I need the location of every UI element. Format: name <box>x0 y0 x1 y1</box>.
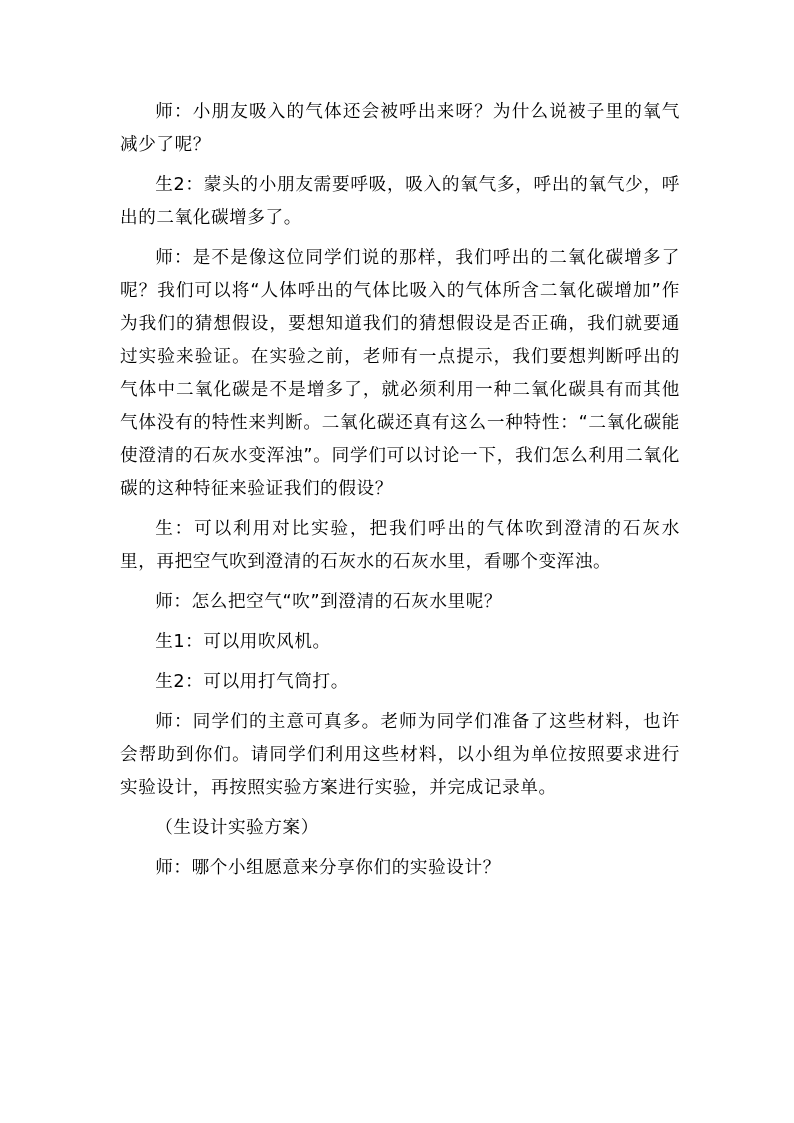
paragraph-student1-hairdryer: 生1：可以用吹风机。 <box>155 632 331 652</box>
paragraph-students-design: （生设计实验方案） <box>155 818 319 838</box>
paragraph-teacher-hypothesis: 师：是不是像这位同学们说的那样，我们呼出的二氧化碳增多了呢？我们可以将“人体呼出的气体比吸入的气体所含二氧化碳增加”作为我们的猜想假设，要想知道我们的猜想假设是否正确，我们就要通过实验来验证。在实验之前，老师有一点提示，我们要想判断呼出的气体中二氧化碳是不是增多了，就必须利用一种二氧化碳具有而其他气体没有的特性来判断。二氧化碳还真有这么一种特性：“二氧化碳能使澄清的石灰水变浑浊”。同学们可以讨论一下，我们怎么利用二氧化碳的这种特征来验证我们的假设？ <box>120 248 680 499</box>
paragraph-student-experiment: 生：可以利用对比实验，把我们呼出的气体吹到澄清的石灰水里，再把空气吹到澄清的石灰水的石灰水里，看哪个变浑浊。 <box>120 519 680 572</box>
paragraph-student2-pump: 生2：可以用打气筒打。 <box>155 672 349 692</box>
paragraph-teacher-share: 师：哪个小组愿意来分享你们的实验设计？ <box>155 858 501 878</box>
document-page <box>120 96 680 892</box>
paragraph-teacher-materials: 师：同学们的主意可真多。老师为同学们准备了这些材料，也许会帮助到你们。请同学们利用这些材料，以小组为单位按照要求进行实验设计，再按照实验方案进行实验，并完成记录单。 <box>120 712 680 798</box>
paragraph-teacher-question: 师：小朋友吸入的气体还会被呼出来呀？为什么说被子里的氧气减少了呢？ <box>120 102 680 155</box>
paragraph-teacher-blow-question: 师：怎么把空气“吹”到澄清的石灰水里呢？ <box>155 592 503 612</box>
paragraph-student2-answer: 生2：蒙头的小朋友需要呼吸，吸入的氧气多，呼出的氧气少，呼出的二氧化碳增多了。 <box>120 175 680 228</box>
